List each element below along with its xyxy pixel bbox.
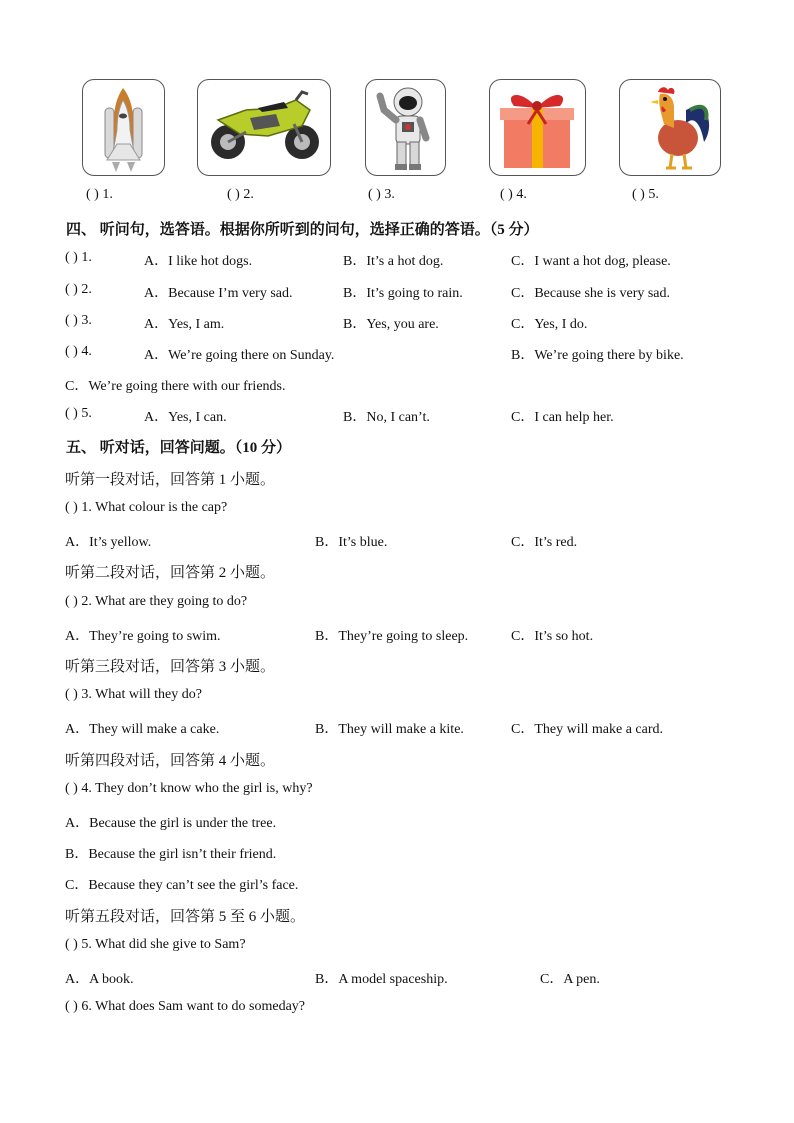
dialogue-4-intro xyxy=(0,749,794,771)
picture-4 xyxy=(489,79,586,176)
d3-options xyxy=(0,718,794,740)
option-c: C．Because they can’t see the girl’s face. xyxy=(65,878,299,893)
dialogue-1-intro xyxy=(0,468,794,490)
picture-answer-1: ( ) 1. xyxy=(86,187,113,202)
d1-options xyxy=(0,531,794,553)
option-a: A．They’re going to swim. xyxy=(65,629,221,644)
option-b: B．Yes, you are. xyxy=(343,317,439,332)
option-b: B．They will make a kite. xyxy=(315,722,464,737)
option-c: C．It’s red. xyxy=(511,535,578,550)
option-a: A．It’s yellow. xyxy=(65,535,152,550)
option-a: A．Because the girl is under the tree. xyxy=(65,816,277,831)
dialogue-intro: 听第一段对话，回答第 1 小题。 xyxy=(65,472,276,488)
dialogue-2-intro xyxy=(0,561,794,583)
picture-3 xyxy=(365,79,446,176)
picture-answer-5: ( ) 5. xyxy=(632,187,659,202)
d3-question xyxy=(0,687,794,709)
d2-question xyxy=(0,594,794,616)
question-text: ( ) 4. They don’t know who the girl is, why? xyxy=(65,781,313,796)
option-b: B．We’re going there by bike. xyxy=(511,348,684,363)
option-a: A．I like hot dogs. xyxy=(144,254,253,269)
option-a: A．Yes, I can. xyxy=(144,410,227,425)
section-5-heading: 五、 听对话，回答问题。（10 分） xyxy=(66,440,292,456)
s4-question-2 xyxy=(0,282,794,304)
picture-5 xyxy=(619,79,721,176)
question-text: ( ) 1. What colour is the cap? xyxy=(65,500,228,515)
dialogue-3-intro xyxy=(0,655,794,677)
option-c: C．Because she is very sad. xyxy=(511,286,671,301)
question-text: ( ) 3. What will they do? xyxy=(65,687,202,702)
picture-answer-3: ( ) 3. xyxy=(368,187,395,202)
question-number: ( ) 1. xyxy=(65,250,92,265)
option-a: A．They will make a cake. xyxy=(65,722,220,737)
d4-option-c xyxy=(0,874,794,896)
picture-row xyxy=(0,79,794,209)
section-4-heading: 四、 听问句，选答语。根据你所听到的问句，选择正确的答语。（5 分） xyxy=(66,222,539,238)
rooster-icon xyxy=(620,80,720,175)
question-text: ( ) 2. What are they going to do? xyxy=(65,594,248,609)
s4-question-4 xyxy=(0,344,794,366)
d4-option-a xyxy=(0,812,794,834)
gift-box-icon xyxy=(490,80,585,175)
question-number: ( ) 3. xyxy=(65,313,92,328)
option-b: B．They’re going to sleep. xyxy=(315,629,469,644)
option-a: A．Because I’m very sad. xyxy=(144,286,293,301)
picture-2 xyxy=(197,79,331,176)
option-c: C．We’re going there with our friends. xyxy=(65,379,286,394)
option-c: C．It’s so hot. xyxy=(511,629,594,644)
picture-answer-4: ( ) 4. xyxy=(500,187,527,202)
dialogue-5-intro xyxy=(0,905,794,927)
option-b: B．It’s a hot dog. xyxy=(343,254,444,269)
question-number: ( ) 2. xyxy=(65,282,92,297)
dialogue-intro: 听第五段对话，回答第 5 至 6 小题。 xyxy=(65,909,306,925)
space-shuttle-icon xyxy=(83,80,164,175)
section-4-heading-row xyxy=(0,218,794,240)
s4-question-3 xyxy=(0,313,794,335)
option-b: B．A model spaceship. xyxy=(315,972,448,987)
option-b: B．It’s going to rain. xyxy=(343,286,463,301)
s4-question-1 xyxy=(0,250,794,272)
d5-options xyxy=(0,968,794,990)
d4-option-b xyxy=(0,843,794,865)
d2-options xyxy=(0,625,794,647)
dialogue-intro: 听第四段对话，回答第 4 小题。 xyxy=(65,753,276,769)
option-c: C．They will make a card. xyxy=(511,722,664,737)
s4-question-4-cont xyxy=(0,375,794,397)
dialogue-intro: 听第二段对话，回答第 2 小题。 xyxy=(65,565,276,581)
s4-question-5 xyxy=(0,406,794,428)
question-number: ( ) 5. xyxy=(65,406,92,421)
dialogue-intro: 听第三段对话，回答第 3 小题。 xyxy=(65,659,276,675)
picture-answer-2: ( ) 2. xyxy=(227,187,254,202)
option-a: A．Yes, I am. xyxy=(144,317,225,332)
motorcycle-icon xyxy=(198,80,330,175)
question-text: ( ) 6. What does Sam want to do someday? xyxy=(65,999,306,1014)
d5-question-5 xyxy=(0,937,794,959)
astronaut-icon xyxy=(366,80,445,175)
option-b: B．It’s blue. xyxy=(315,535,388,550)
d1-question xyxy=(0,500,794,522)
option-c: C．I can help her. xyxy=(511,410,614,425)
option-c: C．A pen. xyxy=(540,972,600,987)
option-a: A．A book. xyxy=(65,972,134,987)
option-a: A．We’re going there on Sunday. xyxy=(144,348,335,363)
option-c: C．I want a hot dog, please. xyxy=(511,254,671,269)
section-5-heading-row xyxy=(0,436,794,458)
d4-question xyxy=(0,781,794,803)
picture-1 xyxy=(82,79,165,176)
option-b: B．Because the girl isn’t their friend. xyxy=(65,847,277,862)
option-c: C．Yes, I do. xyxy=(511,317,588,332)
question-text: ( ) 5. What did she give to Sam? xyxy=(65,937,246,952)
d5-question-6 xyxy=(0,999,794,1021)
option-b: B．No, I can’t. xyxy=(343,410,430,425)
question-number: ( ) 4. xyxy=(65,344,92,359)
